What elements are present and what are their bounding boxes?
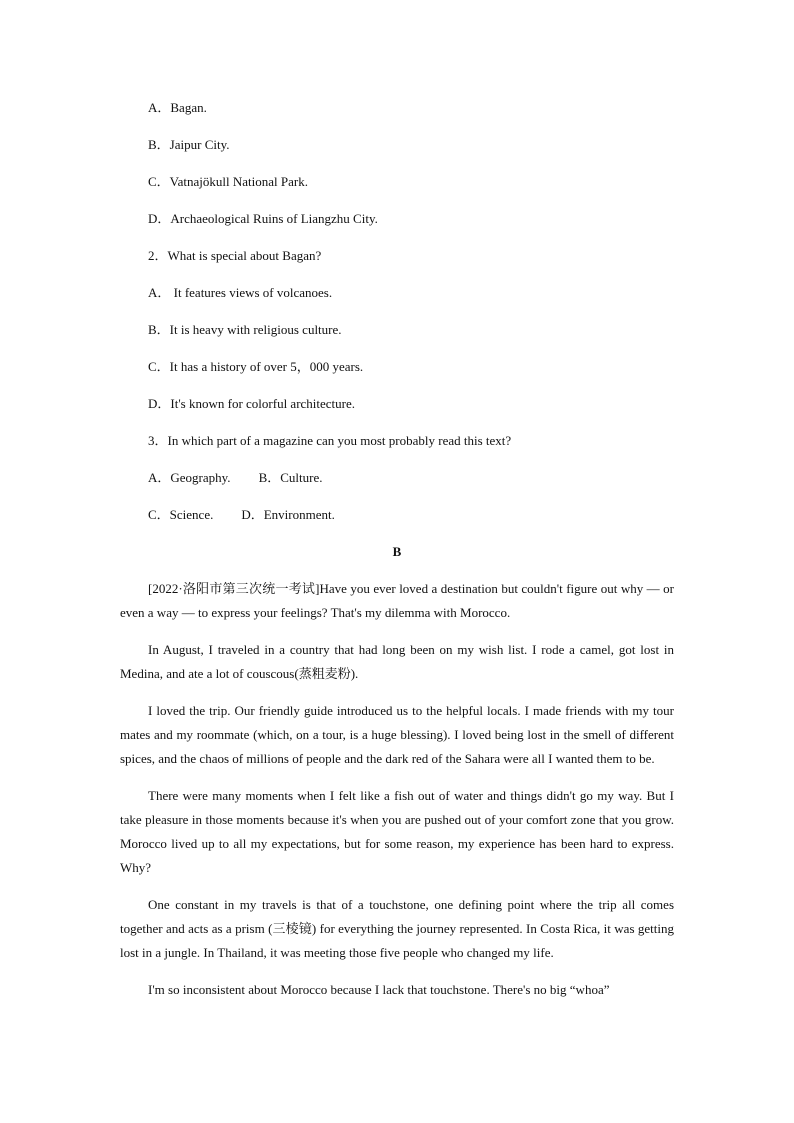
q1-option-d: D．Archaeological Ruins of Liangzhu City. bbox=[148, 211, 378, 226]
paragraph-1-text: Have you ever loved a destination but couldn't figure out why — or even a way — to express your feelings? That's my dilemma with Morocco. bbox=[120, 581, 674, 620]
document-content bbox=[120, 96, 674, 1015]
passage-paragraph-5: One constant in my travels is that of a touchstone, one defining point where the trip all comes together and acts as a prism (三棱镜) for everything the journey represented. In Costa Rica, it was getting lost in a jungle. In Thailand, it was meeting those five people who changed my life. bbox=[120, 897, 674, 960]
section-title: B bbox=[392, 544, 402, 559]
passage-paragraph-3: I loved the trip. Our friendly guide introduced us to the helpful locals. I made friends with my tour mates and my roommate (which, on a tour, is a huge blessing). I loved being lost in the smell of different spices, and the chaos of millions of people and the dark red of the Sahara were all I wanted them to be. bbox=[120, 703, 674, 766]
passage-paragraph-6: I'm so inconsistent about Morocco because I lack that touchstone. There's no big “whoa” bbox=[148, 982, 610, 997]
passage-paragraph-2: In August, I traveled in a country that had long been on my wish list. I rode a camel, got lost in Medina, and ate a lot of couscous(蒸粗麦粉). bbox=[120, 642, 674, 681]
q1-option-b: B．Jaipur City. bbox=[148, 137, 230, 152]
q2-stem: 2．What is special about Bagan? bbox=[148, 248, 322, 263]
q2-option-a: A． It features views of volcanoes. bbox=[148, 285, 333, 300]
exam-source: [2022·洛阳市第三次统一考试] bbox=[148, 581, 320, 596]
passage-paragraph-1 bbox=[120, 577, 674, 625]
q2-option-d: D．It's known for colorful architecture. bbox=[148, 396, 356, 411]
q3-option-a: A．Geography. bbox=[148, 470, 231, 485]
q3-options-row-2 bbox=[148, 503, 674, 527]
q1-option-c: C．Vatnajökull National Park. bbox=[148, 174, 308, 189]
passage-paragraph-4: There were many moments when I felt like a fish out of water and things didn't go my way. But I take pleasure in those moments because it's when you are pushed out of your comfort zone that you grow. Morocco lived up to all my expectations, but for some reason, my experience has been hard to express. Why? bbox=[120, 788, 674, 875]
q2-option-b: B．It is heavy with religious culture. bbox=[148, 322, 342, 337]
q3-option-c: C．Science. bbox=[148, 507, 214, 522]
q2-option-c: C．It has a history of over 5，000 years. bbox=[148, 359, 364, 374]
q3-stem: 3．In which part of a magazine can you most probably read this text? bbox=[148, 433, 512, 448]
q1-option-a: A．Bagan. bbox=[148, 100, 207, 115]
q3-option-d: D．Environment. bbox=[241, 507, 335, 522]
q3-options-row-1 bbox=[148, 466, 674, 490]
q3-option-b: B．Culture. bbox=[258, 470, 323, 485]
